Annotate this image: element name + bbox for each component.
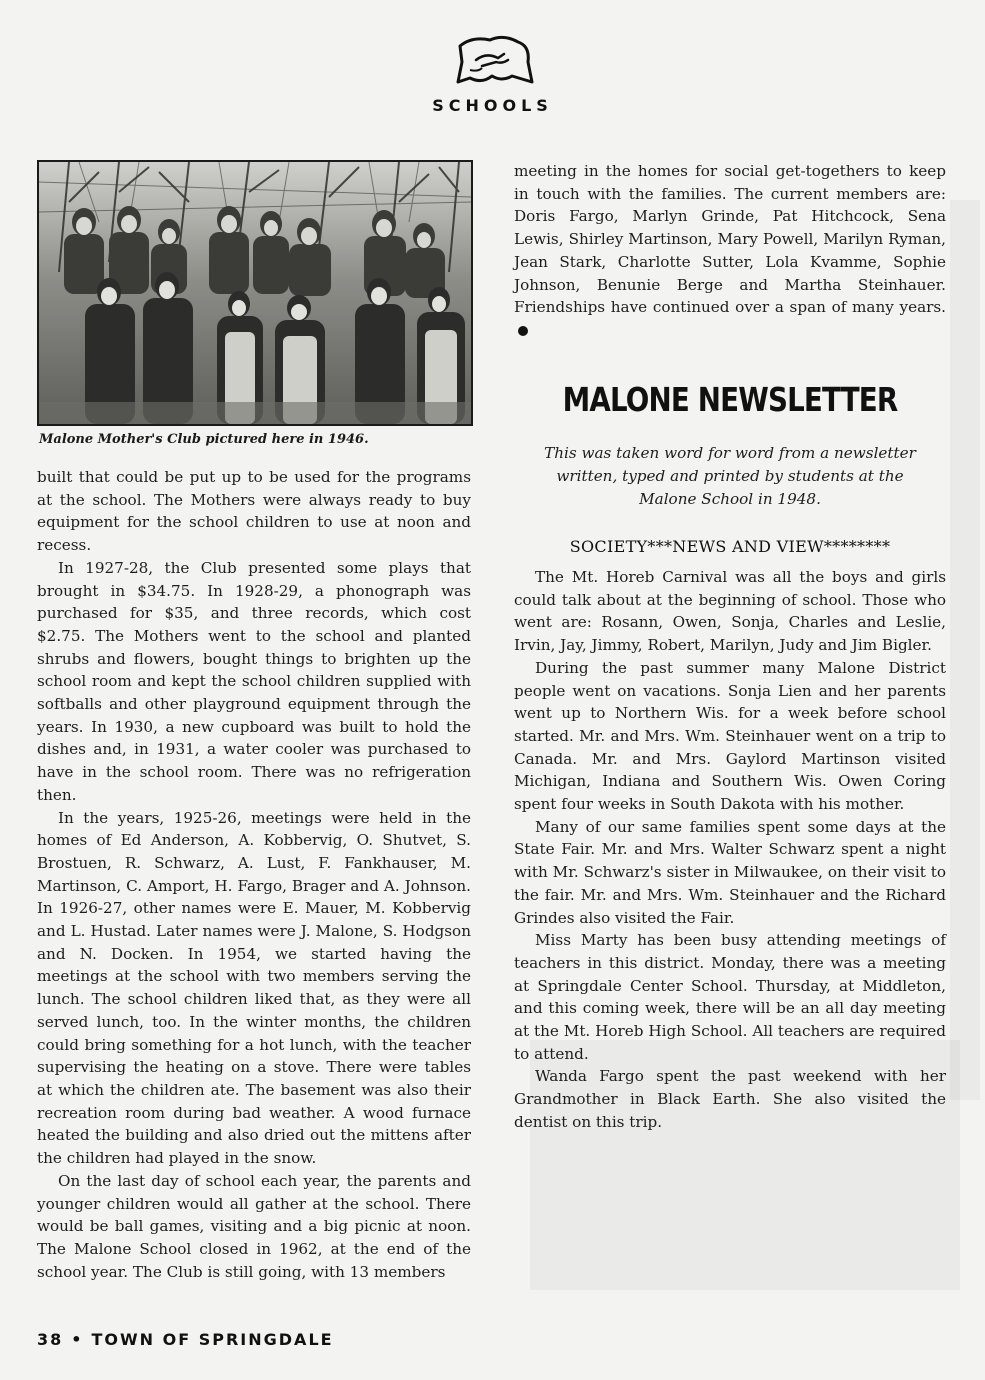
left-paragraph: On the last day of school each year, the parents and younger children would all gather at the school. There would be ball games, visiting and a big picnic at noon. The Malone School closed in 1962, at the end of the school year. The Club is still going, with 13 members (37, 1171, 471, 1281)
left-paragraph: built that could be put up to be used for the programs at the school. The Mothers were always ready to buy equipment for the school children to use at noon and recess. (37, 468, 471, 555)
newsletter-paragraph: During the past summer many Malone District people went on vacations. Sonja Lien and her parents went up to Northern Wis. for a week before school started. Mr. and Mrs. Wm. Steinhauer went on a trip to Canada. Mr. and Mrs. Gaylord Martinson visited Michigan, Indiana and Southern Wis. Owen Coring spent four weeks in South Dakota with his mother. (514, 658, 946, 814)
society-heading: SOCIETY***NEWS AND VIEW******** (569, 537, 891, 556)
right-column-continuation (514, 160, 946, 342)
continuation-paragraph (514, 160, 946, 342)
end-bullet-icon (518, 326, 528, 336)
newsletter-paragraph: The Mt. Horeb Carnival was all the boys and girls could talk about at the beginning of school. Those who went are: Rosann, Owen, Sonja, Charles and Leslie, Irvin, Jay, Jimmy, Robert, Marilyn, Judy and Jim Bigler. (514, 568, 946, 655)
bleed-through-shade (950, 200, 980, 1100)
continuation-text: meeting in the homes for social get-togethers to keep in touch with the families. The current members are: Doris Fargo, Marlyn Grinde, Pat Hitchcock, Sena Lewis, Shirley Martinson, Mary Powell, Marilyn Ryman, Jean Stark, Charlotte Sutter, Lola Kvamme, Sophie Johnson, Benunie Berge and Martha Steinhauer. Friendships have continued over a span of many years. (514, 162, 946, 317)
left-paragraph: In the years, 1925-26, meetings were held in the homes of Ed Anderson, A. Kobbervig, O. Shutvet, S. Brostuen, R. Schwarz, A. Lust, F. Fankhauser, M. Martinson, C. Amport, H. Fargo, Brager and A. Johnson. In 1926-27, other names were E. Mauer, M. Kobbervig and L. Hustad. Later names were J. Malone, S. Hodgson and N. Docken. In 1954, we started having the meetings at the school with two members serving the lunch. The school children liked that, as they were all served lunch, too. In the winter months, the children could bring something for a hot lunch, with the teacher supervising the heating on a stove. There were tables at which the children ate. The basement was also their recreation room during bad weather. A wood furnace heated the building and also dried out the mittens after the children had played in the snow. (37, 808, 471, 1168)
club-group-photo (37, 160, 473, 426)
newsletter-body (514, 566, 946, 1134)
page-footer (37, 1330, 334, 1349)
springdale-map-logo-icon (452, 32, 536, 90)
newsletter-paragraph: Many of our same families spent some days at the State Fair. Mr. and Mrs. Walter Schwarz spent a night with Mr. Schwarz's sister in Milwaukee, on their visit to the fair. Mr. and Mrs. Wm. Steinhauer and the Richard Grindes also visited the Fair. (514, 817, 946, 927)
section-title: SCHOOLS (432, 96, 553, 115)
left-paragraph: In 1927-28, the Club presented some plays that brought in $34.75. In 1928-29, a phonograph was purchased for $35, and three records, which cost $2.75. The Mothers went to the school and planted shrubs and flowers, bought things to brighten up the school room and kept the school children supplied with softballs and other playground equipment through the years. In 1930, a new cupboard was built to hold the dishes and, in 1931, a water cooler was purchased to have in the school room. There was no refrigeration then. (37, 558, 471, 804)
left-column-text (37, 466, 471, 1283)
newsletter-intro: This was taken word for word from a newsletter written, typed and printed by students at the Malone School in 1948. (544, 444, 916, 508)
publication-name: TOWN OF SPRINGDALE (91, 1330, 334, 1349)
footer-separator: • (71, 1330, 84, 1349)
page-number: 38 (37, 1330, 64, 1349)
newsletter-title: MALONE NEWSLETTER (562, 380, 898, 419)
newsletter-paragraph: Wanda Fargo spent the past weekend with her Grandmother in Black Earth. She also visited the dentist on this trip. (514, 1067, 946, 1131)
photo-caption: Malone Mother's Club pictured here in 1946. (39, 432, 369, 447)
newsletter-paragraph: Miss Marty has been busy attending meetings of teachers in this district. Monday, there was a meeting at Springdale Center School. Thursday, at Middleton, and this coming week, there will be an all day meeting at the Mt. Horeb High School. All teachers are required to attend. (514, 931, 946, 1063)
